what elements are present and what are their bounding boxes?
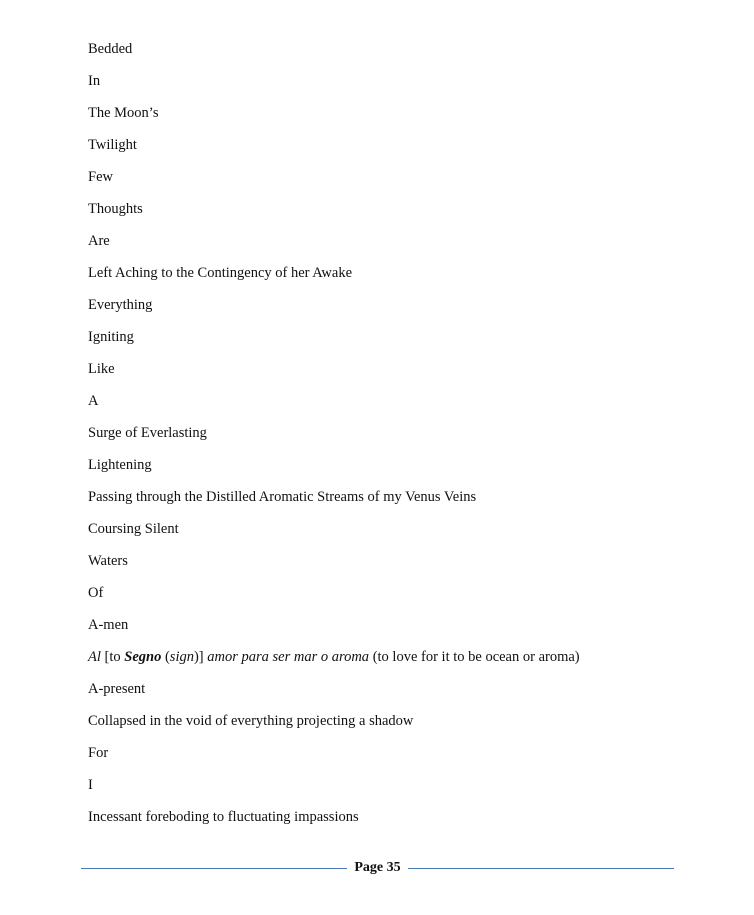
poem-body xyxy=(88,38,708,838)
poem-line: The Moon’s xyxy=(88,105,159,121)
phrase-segno: Segno xyxy=(124,649,162,665)
poem-line: Surge of Everlasting xyxy=(88,425,207,441)
poem-line: I xyxy=(88,777,93,793)
phrase-amor: amor para ser mar o aroma xyxy=(207,649,370,665)
poem-line: Igniting xyxy=(88,329,134,345)
poem-line: Of xyxy=(88,585,104,601)
poem-line: Like xyxy=(88,361,115,377)
phrase-sign: sign xyxy=(169,649,194,665)
footer-rule-left xyxy=(81,868,347,869)
poem-line: A-men xyxy=(88,617,129,633)
poem-line-mixed xyxy=(88,646,708,678)
poem-line: Waters xyxy=(88,553,128,569)
poem-line: A-present xyxy=(88,681,146,697)
poem-line: Thoughts xyxy=(88,201,143,217)
poem-line: In xyxy=(88,73,101,89)
poem-line: Incessant foreboding to fluctuating impassions xyxy=(88,809,359,825)
poem-line: Bedded xyxy=(88,41,133,57)
phrase-bracket-close: )] xyxy=(193,649,208,665)
poem-line: Passing through the Distilled Aromatic Streams of my Venus Veins xyxy=(88,489,477,505)
phrase-al: Al xyxy=(88,649,101,665)
poem-line: Left Aching to the Contingency of her Awake xyxy=(88,265,353,281)
poem-line: Everything xyxy=(88,297,153,313)
page-number: Page 35 xyxy=(354,860,401,875)
poem-line: A xyxy=(88,393,99,409)
phrase-paren-open: ( xyxy=(161,649,170,665)
poem-line: Are xyxy=(88,233,110,249)
phrase-bracket-open: [to xyxy=(100,649,125,665)
phrase-translation: (to love for it to be ocean or aroma) xyxy=(369,649,580,665)
footer-rule-right xyxy=(408,868,674,869)
poem-line: Collapsed in the void of everything projecting a shadow xyxy=(88,713,414,729)
poem-line: Few xyxy=(88,169,113,185)
poem-line: For xyxy=(88,745,109,761)
poem-line: Twilight xyxy=(88,137,137,153)
page-footer xyxy=(81,858,674,878)
poem-line: Coursing Silent xyxy=(88,521,179,537)
poem-line: Lightening xyxy=(88,457,152,473)
